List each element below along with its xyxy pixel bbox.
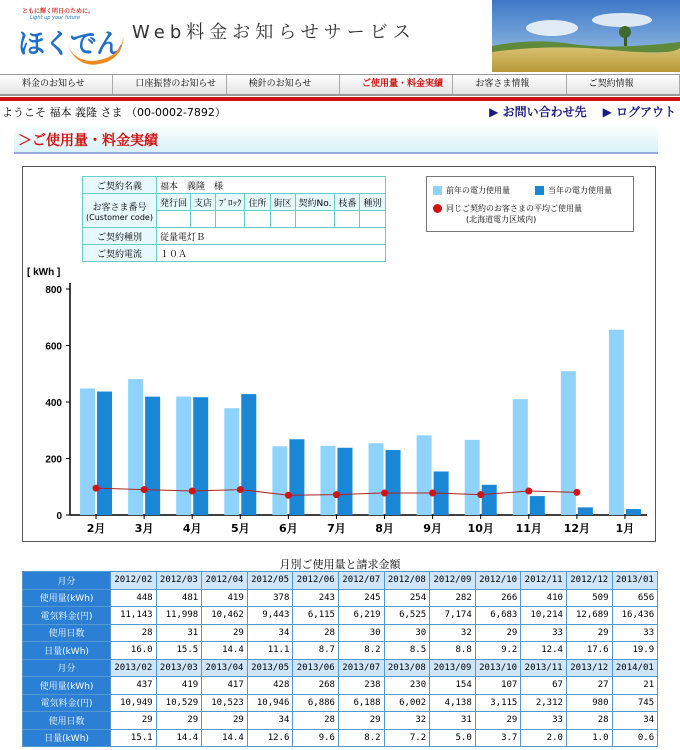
legend-prev-swatch [433,186,442,195]
customer-number-col-1: 支店 [190,194,215,211]
y-axis-label: [ kWh ] [27,267,61,278]
hero-landscape-image [492,0,680,72]
table-cell: 29 [338,712,384,730]
table-cell: 2013/05 [247,659,293,677]
table-cell: 12.6 [247,729,293,747]
table-cell: 243 [293,589,339,607]
table-cell: 8.2 [338,642,384,660]
table-cell: 34 [612,712,658,730]
legend-avg-line2: (北海道電力区域内) [466,215,537,224]
customer-number-label [83,194,157,228]
bar-prev-year [224,408,239,515]
y-tick-label: 800 [45,285,62,296]
nav-tab-1[interactable]: 口座振替のお知らせ [113,75,226,94]
header [0,0,680,74]
legend-avg-line1: 同じご契約のお客さまの平均ご使用量 [446,204,582,213]
table-cell: 448 [111,589,157,607]
customer-number-value-cell [270,211,295,228]
month-row [23,659,658,677]
days-row [23,624,658,642]
legend-curr-label: 当年の電力使用量 [548,186,612,195]
bar-prev-year [80,388,95,515]
table-cell: 2013/10 [475,659,521,677]
customer-number-value-cell [156,211,190,228]
row-header: 日量(kWh) [23,642,111,660]
x-tick-label: 2月 [86,522,106,535]
row-header: 使用日数 [23,624,111,642]
table-cell: 2013/04 [202,659,248,677]
table-cell: 2012/02 [111,572,157,590]
contract-name-label: ご契約名義 [83,177,157,194]
x-tick-label: 1月 [615,522,635,535]
avg-usage-point [525,487,532,494]
customer-number-col-4: 街区 [270,194,295,211]
bar-curr-year [337,448,352,515]
table-cell: 8.5 [384,642,430,660]
table-cell: 2013/07 [338,659,384,677]
table-cell: 29 [475,712,521,730]
table-cell: 6,219 [338,607,384,625]
bar-prev-year [369,443,384,515]
table-cell: 282 [430,589,476,607]
table-caption: 月別ご使用量と請求金額 [279,558,401,571]
legend-prev-label: 前年の電力使用量 [446,186,510,195]
table-cell: 6,525 [384,607,430,625]
avg-usage-point [141,486,148,493]
table-cell: 17.6 [566,642,612,660]
row-header: 月分 [23,572,111,590]
table-cell: 9,443 [247,607,293,625]
bar-curr-year [289,439,304,515]
x-tick-label: 4月 [182,522,202,535]
table-cell: 2012/09 [430,572,476,590]
table-cell: 378 [247,589,293,607]
bar-prev-year [465,440,480,515]
daily-row [23,729,658,747]
daily-row [23,642,658,660]
logo[interactable]: ほくでん [18,29,122,60]
bar-curr-year [193,397,208,515]
y-tick-label: 400 [45,398,62,409]
table-cell: 16,436 [612,607,658,625]
table-cell: 2013/01 [612,572,658,590]
row-header: 電気料金(円) [23,694,111,712]
customer-number-col-3: 住所 [245,194,270,211]
customer-number-value-cell [215,211,245,228]
customer-number-value-cell [295,211,335,228]
table-cell: 11,998 [156,607,202,625]
avg-usage-point [285,492,292,499]
table-cell: 417 [202,677,248,695]
table-cell: 30 [338,624,384,642]
bar-curr-year [530,496,545,515]
table-cell: 419 [202,589,248,607]
row-header: 月分 [23,659,111,677]
table-cell: 14.4 [202,729,248,747]
customer-number-value-cell [245,211,270,228]
table-cell: 2012/03 [156,572,202,590]
table-cell: 28 [111,624,157,642]
avg-usage-point [429,489,436,496]
usage-row [23,677,658,695]
nav-tab-3[interactable]: ご使用量・料金実績 [340,75,453,94]
legend-avg-swatch [433,204,442,213]
bar-prev-year [417,435,432,515]
table-cell: 29 [156,712,202,730]
bar-prev-year [176,397,191,515]
table-cell: 9.2 [475,642,521,660]
y-tick-label: 600 [45,341,62,353]
row-header: 使用量(kWh) [23,589,111,607]
table-cell: 2013/02 [111,659,157,677]
table-cell: 29 [111,712,157,730]
table-cell: 11,143 [111,607,157,625]
contract-info-table [82,176,386,262]
x-tick-label: 12月 [563,522,591,535]
table-cell: 6,886 [293,694,339,712]
days-row [23,712,658,730]
table-cell: 2,312 [521,694,567,712]
avg-usage-point [381,489,388,496]
nav-tab-5[interactable]: ご契約情報 [567,75,680,94]
site-title: Web料金お知らせサービス [132,22,416,43]
table-cell: 2012/04 [202,572,248,590]
customer-number-col-7: 種別 [360,194,385,211]
table-cell: 2012/12 [566,572,612,590]
table-cell: 2012/05 [247,572,293,590]
table-cell: 30 [384,624,430,642]
legend-curr [535,185,612,196]
table-cell: 10,462 [202,607,248,625]
table-cell: 7,174 [430,607,476,625]
table-cell: 2013/11 [521,659,567,677]
customer-number-col-5: 契約No. [295,194,335,211]
table-cell: 2013/08 [384,659,430,677]
table-cell: 2012/06 [293,572,339,590]
contract-name-value: 福本 義隆 様 [156,177,385,194]
table-cell: 28 [293,712,339,730]
table-cell: 745 [612,694,658,712]
table-cell: 656 [612,589,658,607]
fee-row [23,607,658,625]
table-cell: 8.2 [338,729,384,747]
table-cell: 10,523 [202,694,248,712]
legend-avg-label [446,203,582,225]
bar-prev-year [128,379,143,515]
table-cell: 32 [430,624,476,642]
bar-prev-year [609,330,624,515]
customer-number-value-cell [360,211,385,228]
customer-number-label-jp: お客さま番号 [92,202,147,213]
table-cell: 19.9 [612,642,658,660]
table-cell: 33 [521,624,567,642]
bar-prev-year [272,446,287,515]
x-tick-label: 3月 [134,522,154,535]
table-cell: 28 [566,712,612,730]
y-tick-label: 0 [56,511,62,522]
contract-type-value: 従量電灯Ｂ [156,228,385,245]
avg-usage-point [573,489,580,496]
customer-number-value-cell [335,211,360,228]
table-cell: 11.1 [247,642,293,660]
table-cell: 33 [612,624,658,642]
logo-tagline-en: Light up your future [30,15,81,21]
table-cell: 12,689 [566,607,612,625]
contract-current-value: １０Ａ [156,245,385,262]
table-cell: 3.7 [475,729,521,747]
x-tick-label: 7月 [327,522,346,535]
table-cell: 15.5 [156,642,202,660]
legend-curr-swatch [535,186,544,195]
section-title-bar [14,124,658,154]
table-cell: 28 [293,624,339,642]
table-cell: 31 [430,712,476,730]
table-cell: 2012/08 [384,572,430,590]
customer-number-col-2: ﾌﾞﾛｯｸ [215,194,245,211]
welcome-text: ようこそ 福本 義隆 さま （00-0002-7892） [2,106,226,119]
table-cell: 10,946 [247,694,293,712]
table-cell: 6,188 [338,694,384,712]
table-cell: 1.0 [566,729,612,747]
avg-usage-point [333,491,340,498]
table-cell: 10,529 [156,694,202,712]
logo-tagline: ともに輝く明日のために。 [22,8,95,15]
bar-curr-year [97,392,112,515]
table-cell: 410 [521,589,567,607]
table-cell: 2012/11 [521,572,567,590]
avg-usage-point [93,485,100,492]
table-cell: 2013/09 [430,659,476,677]
table-cell: 14.4 [202,642,248,660]
table-cell: 266 [475,589,521,607]
table-cell: 0.6 [612,729,658,747]
customer-code-label: (Customer code) [86,212,153,222]
table-cell: 6,683 [475,607,521,625]
main-nav [0,74,680,96]
bar-curr-year [145,397,160,515]
x-tick-label: 8月 [375,522,394,535]
contract-current-label: ご契約電流 [83,245,157,262]
usage-row [23,589,658,607]
x-tick-label: 11月 [515,522,542,535]
legend-prev [433,185,510,196]
avg-usage-point [189,487,196,494]
table-cell: 509 [566,589,612,607]
table-cell: 32 [384,712,430,730]
bar-curr-year [626,509,641,515]
table-cell: 268 [293,677,339,695]
x-tick-label: 6月 [279,522,298,535]
y-tick-label: 200 [45,454,62,466]
x-tick-label: 10月 [467,522,494,535]
nav-tab-0[interactable]: 料金のお知らせ [0,75,113,94]
table-cell: 437 [111,677,157,695]
table-cell: 2.0 [521,729,567,747]
avg-usage-point [477,491,484,498]
bar-curr-year [482,485,497,515]
table-cell: 2012/10 [475,572,521,590]
table-cell: 428 [247,677,293,695]
table-cell: 980 [566,694,612,712]
table-cell: 4,138 [430,694,476,712]
table-cell: 29 [202,712,248,730]
table-cell: 481 [156,589,202,607]
table-cell: 230 [384,677,430,695]
table-cell: 245 [338,589,384,607]
table-cell: 6,115 [293,607,339,625]
table-cell: 10,949 [111,694,157,712]
x-tick-label: 5月 [230,522,250,535]
table-cell: 15.1 [111,729,157,747]
row-header: 日量(kWh) [23,729,111,747]
table-cell: 21 [612,677,658,695]
table-cell: 29 [566,624,612,642]
table-cell: 2014/01 [612,659,658,677]
top-links [489,103,676,120]
table-cell: 107 [475,677,521,695]
x-tick-label: 9月 [423,522,442,535]
table-cell: 8.7 [293,642,339,660]
avg-usage-point [237,486,244,493]
monthly-usage-table [22,571,658,747]
contract-type-label: ご契約種別 [83,228,157,245]
table-cell: 5.0 [430,729,476,747]
bar-curr-year [386,450,401,515]
table-cell: 67 [521,677,567,695]
table-cell: 3,115 [475,694,521,712]
table-cell: 14.4 [156,729,202,747]
table-cell: 154 [430,677,476,695]
bar-curr-year [241,394,256,515]
table-cell: 8.8 [430,642,476,660]
table-cell: 254 [384,589,430,607]
fee-row [23,694,658,712]
table-cell: 34 [247,624,293,642]
customer-number-col-6: 枝番 [335,194,360,211]
table-cell: 2013/03 [156,659,202,677]
table-cell: 16.0 [111,642,157,660]
table-cell: 33 [521,712,567,730]
table-cell: 27 [566,677,612,695]
nav-tab-2[interactable]: 検針のお知らせ [227,75,340,94]
table-cell: 29 [475,624,521,642]
table-cell: 6,002 [384,694,430,712]
row-header: 使用量(kWh) [23,677,111,695]
customer-number-col-0: 発行回 [156,194,190,211]
logout-link[interactable]: ▶ ログアウト [602,105,676,119]
table-cell: 10,214 [521,607,567,625]
table-cell: 12.4 [521,642,567,660]
row-header: 使用日数 [23,712,111,730]
month-row [23,572,658,590]
row-header: 電気料金(円) [23,607,111,625]
nav-tab-4[interactable]: お客さま情報 [453,75,566,94]
table-cell: 31 [156,624,202,642]
contact-link[interactable]: ▶ お問い合わせ先 [489,105,587,119]
table-cell: 238 [338,677,384,695]
customer-number-value-cell [190,211,215,228]
nav-divider [0,97,680,101]
table-cell: 9.6 [293,729,339,747]
legend-avg [433,203,582,225]
chart-legend [426,176,634,232]
bar-prev-year [320,446,335,515]
table-cell: 2013/06 [293,659,339,677]
table-cell: 29 [202,624,248,642]
bar-curr-year [578,507,593,515]
table-cell: 34 [247,712,293,730]
page-title: ＞ご使用量・料金実績 [18,133,158,149]
bar-prev-year [513,399,528,515]
table-cell: 419 [156,677,202,695]
table-cell: 2012/07 [338,572,384,590]
table-cell: 7.2 [384,729,430,747]
table-cell: 2013/12 [566,659,612,677]
